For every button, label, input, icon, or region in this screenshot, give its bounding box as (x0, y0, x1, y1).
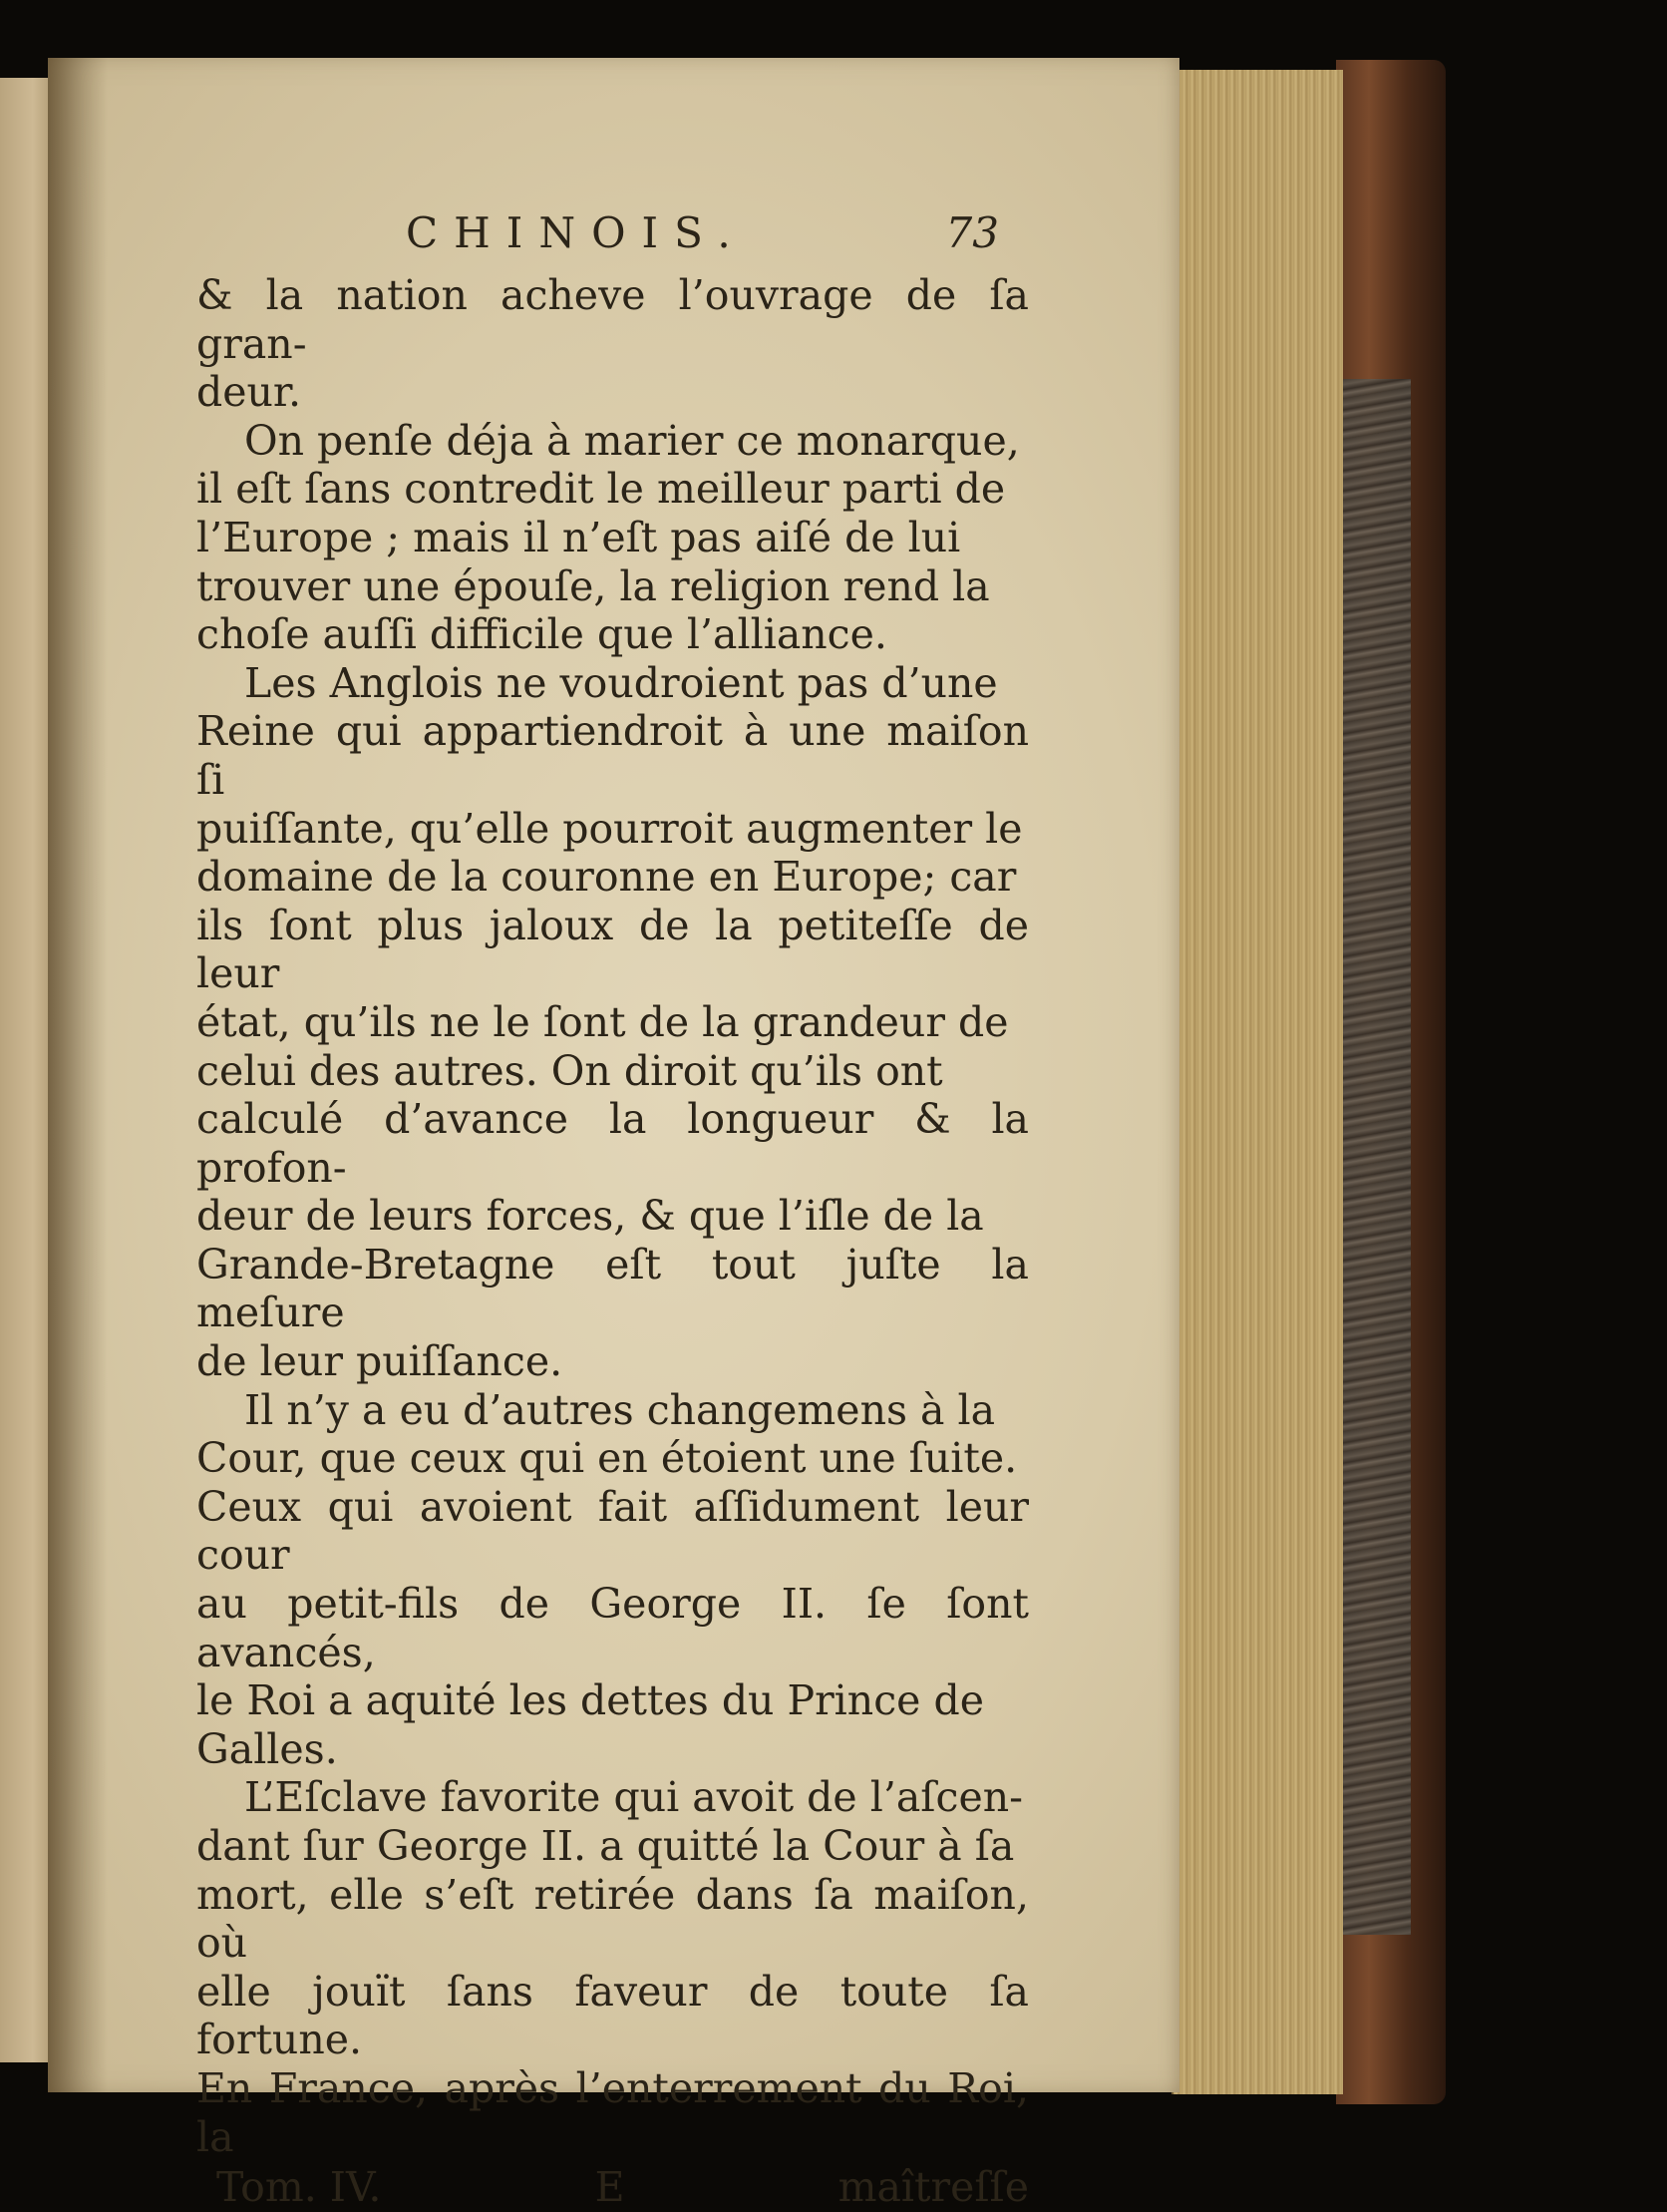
page-fore-edge (1171, 70, 1343, 2094)
page-number: 73 (945, 208, 999, 257)
volume-mark: Tom. IV. (216, 2163, 382, 2212)
catchword: maîtreſſe (837, 2163, 1029, 2212)
paragraph: On penſe déja à marier ce monarque, il eſt ſans contredit le meilleur parti de l’Europe ; mais il n’eſt pas aiſé de lui trouver une épouſe, la religion rend la choſe auſſi difficile que l’alliance. (196, 416, 1020, 659)
paragraph: Il n’y a eu d’autres changemens à la Cour, que ceux qui en étoient une ſuite. Ceux qui avoient fait aſſidument leur cour au petit-fils de George II. ſe ſont avancés, le Roi a aquité les dettes du Prince de Galles. (196, 1385, 1029, 1773)
marbled-cover-panel (1341, 379, 1411, 1935)
running-head: CHINOIS. (406, 208, 747, 257)
signature-mark: E (594, 2163, 625, 2212)
paragraph: & la nation acheve l’ouvrage de ſa gran- deur. (196, 271, 1029, 417)
page-footer (216, 2163, 1029, 2212)
paragraph: L’Eſclave favorite qui avoit de l’aſcen- dant ſur George II. a quitté la Cour à ſa mort, elle s’eſt retirée dans ſa maiſon, où elle jouït ſans faveur de toute ſa fortune. En France, après l’enterrement du Roi, la (196, 1773, 1029, 2161)
page-header (406, 209, 1029, 269)
page-text (196, 209, 1029, 2212)
paragraph: Les Anglois ne voudroient pas d’une Reine qui appartiendroit à une maiſon ſi puiſſante, qu’elle pourroit augmenter le domaine de la couronne en Europe; car ils ſont plus jaloux de la petiteſſe de leur état, qu’ils ne le ſont de la grandeur de celui des autres. On diroit qu’ils ont calculé d’avance la longueur & la profon- deur de leurs forces, & que l’iſle de la Grande-Bretagne eſt tout juſte la meſure de leur puiſſance. (196, 658, 1029, 1386)
gutter-shadow (48, 58, 108, 2092)
